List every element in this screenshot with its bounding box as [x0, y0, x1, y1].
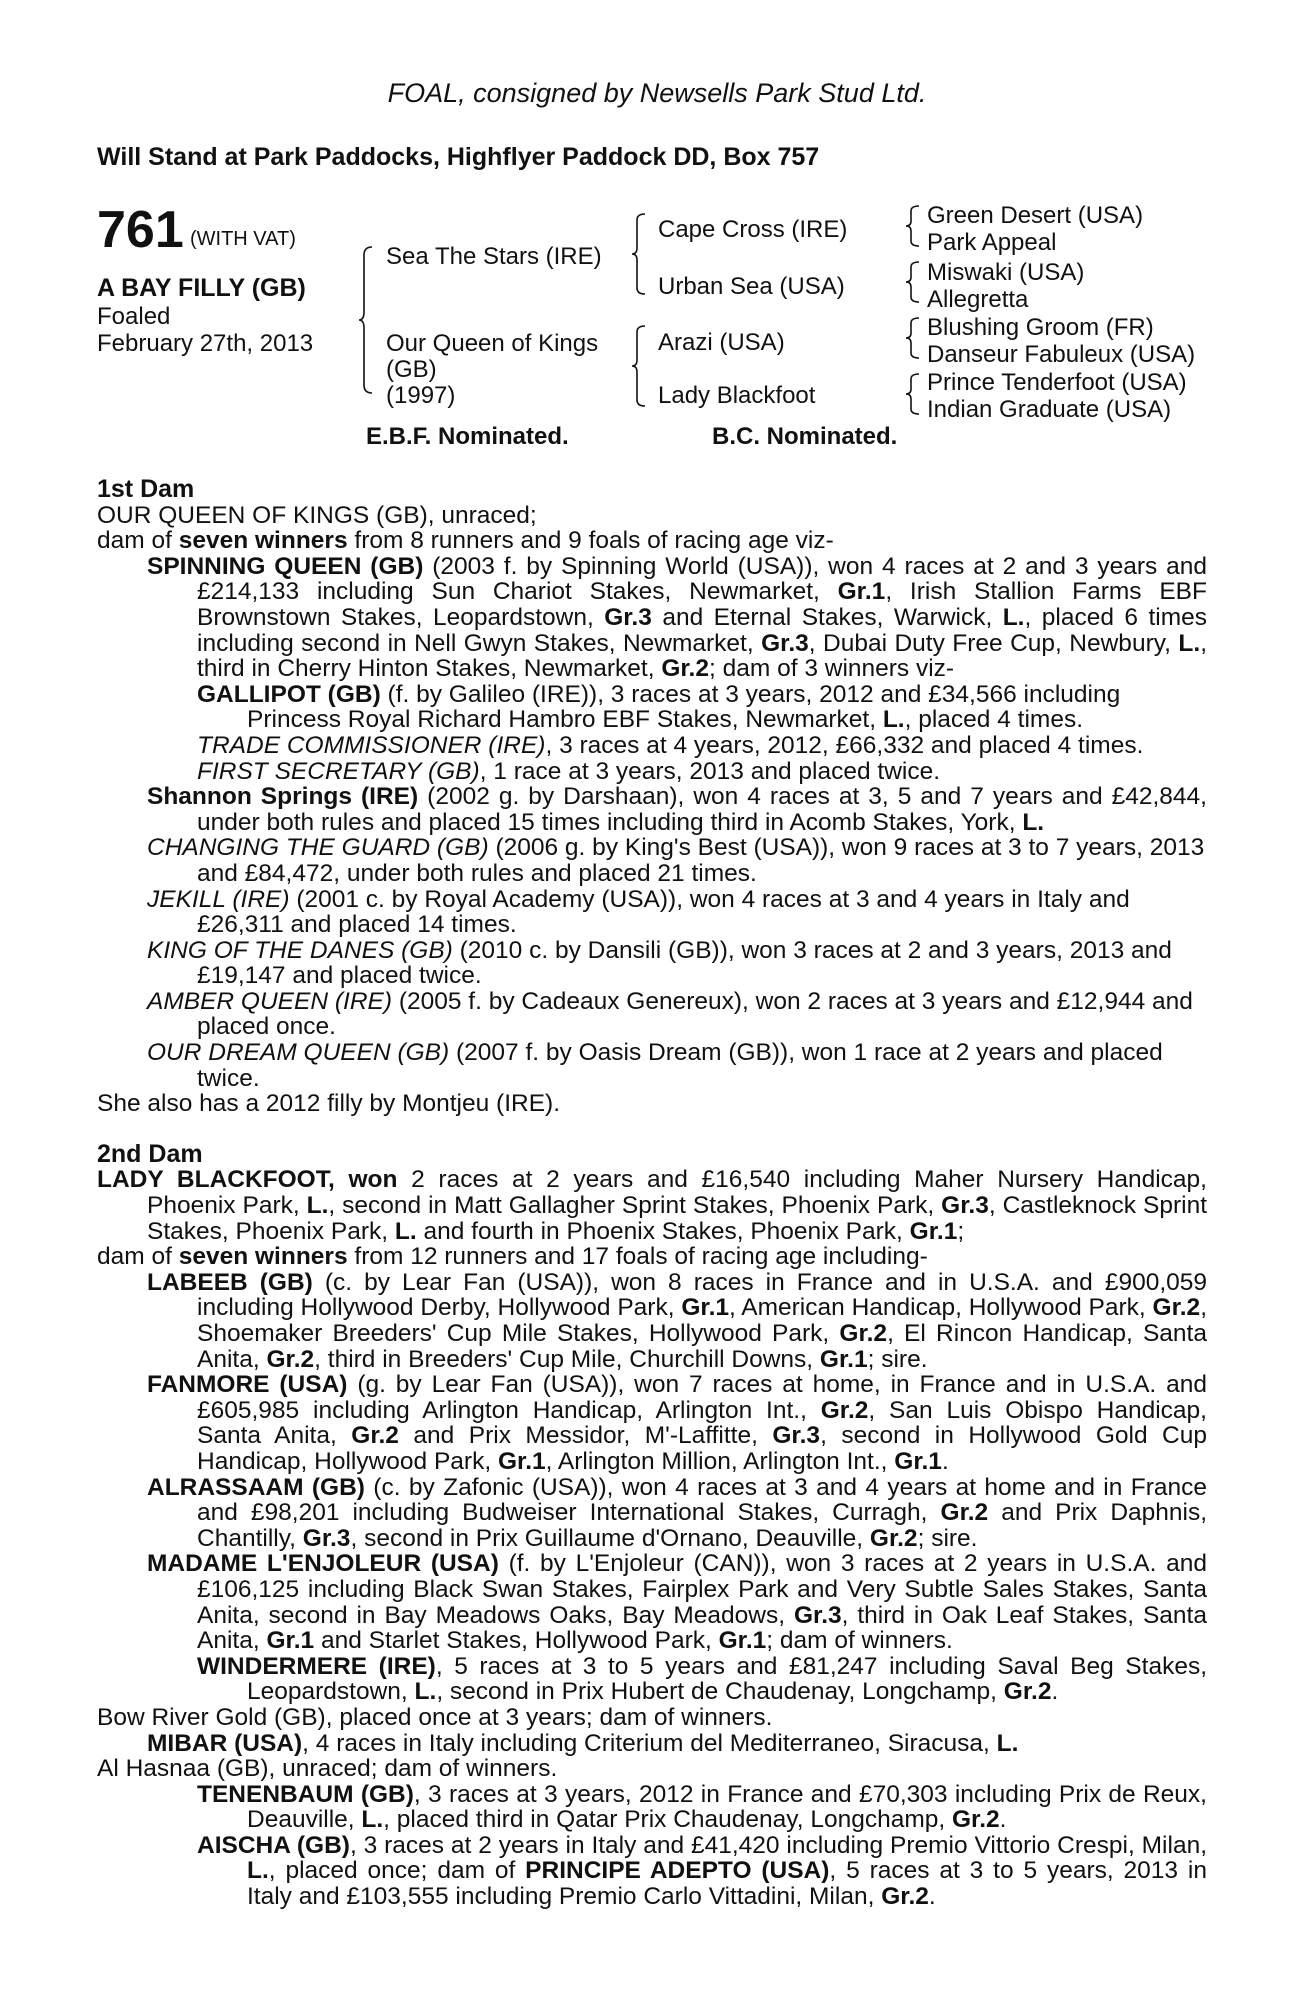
progeny-tenenbaum: TENENBAUM (GB), 3 races at 3 years, 2012 in France and £70,303 including Prix de Reux, Deauville, L., placed third in Qatar Prix Chaudenay, Longchamp, Gr.2.	[197, 1780, 1207, 1834]
progeny-first-secretary: FIRST SECRETARY (GB), 1 race at 3 years, 2013 and placed twice.	[197, 757, 941, 785]
pedigree-brace-dam	[631, 324, 647, 408]
foaled-label: Foaled	[97, 303, 171, 330]
pedigree-ddd: Indian Graduate (USA)	[927, 396, 1172, 423]
pedigree-brace-sire	[631, 212, 647, 296]
progeny-mibar: MIBAR (USA), 4 races in Italy including Criterium del Mediterraneo, Siracusa, L.	[147, 1729, 1019, 1757]
pedigree-brace-ds	[905, 316, 921, 360]
vat-note: (WITH VAT)	[190, 228, 296, 250]
consignor-line: FOAL, consigned by Newsells Park Stud Ltd.	[387, 78, 927, 108]
progeny-madame-lenjoleur: MADAME L'ENJOLEUR (USA) (f. by L'Enjoleur (CAN)), won 3 races at 2 years in U.S.A. and £106,125 including Black Swan Stakes, Fairplex Park and Very Subtle Sales Stakes, Santa Anita, second in Bay Meadows Oaks, Bay Meadows, Gr.3, third in Oak Leaf Stakes, Santa Anita, Gr.1 and Starlet Stakes, Hollywood Park, Gr.1; dam of winners.	[147, 1550, 1207, 1655]
ebf-nominated: E.B.F. Nominated.	[366, 423, 569, 450]
pedigree-sire-sire: Cape Cross (IRE)	[658, 216, 848, 243]
pedigree-sss: Green Desert (USA)	[927, 202, 1144, 229]
pedigree-sire-dam: Urban Sea (USA)	[658, 273, 845, 300]
progeny-fanmore: FANMORE (USA) (g. by Lear Fan (USA)), won 7 races at home, in France and in U.S.A. and £605,985 including Arlington Handicap, Arlington Int., Gr.2, San Luis Obispo Handicap, Santa Anita, Gr.2 and Prix Messidor, M'-Laffitte, Gr.3, second in Hollywood Gold Cup Handicap, Hollywood Park, Gr.1, Arlington Million, Arlington Int., Gr.1.	[147, 1371, 1208, 1475]
first-dam-also: She also has a 2012 filly by Montjeu (IRE).	[97, 1090, 561, 1118]
pedigree-dam-line1: Our Queen of Kings	[386, 330, 599, 357]
progeny-al-hasnaa: Al Hasnaa (GB), unraced; dam of winners.	[97, 1755, 558, 1783]
stand-location: Will Stand at Park Paddocks, Highflyer Paddock DD, Box 757	[97, 143, 820, 171]
progeny-trade-commissioner: TRADE COMMISSIONER (IRE), 3 races at 4 years, 2012, £66,332 and placed 4 times.	[197, 731, 1144, 759]
progeny-changing-the-guard: CHANGING THE GUARD (GB) (2006 g. by King's Best (USA)), won 9 races at 3 to 7 years, 2013 and £84,472, under both rules and placed 21 times.	[147, 834, 1205, 887]
pedigree-notes	[97, 477, 1207, 1910]
pedigree-dss: Blushing Groom (FR)	[927, 314, 1154, 341]
second-dam-heading: 2nd Dam	[97, 1139, 203, 1168]
progeny-aischa: AISCHA (GB), 3 races at 2 years in Italy and £41,420 including Premio Vittorio Crespi, Milan, L., placed once; dam of PRINCIPE ADEPTO (USA), 5 races at 3 to 5 years, 2013 in Italy and £103,555 including Premio Carlo Vittadini, Milan, Gr.2.	[197, 1831, 1207, 1911]
pedigree-sdd: Allegretta	[927, 286, 1029, 313]
pedigree-sire: Sea The Stars (IRE)	[386, 243, 602, 270]
second-dam-summary: dam of seven winners from 12 runners and 17 foals of racing age including-	[97, 1243, 928, 1271]
pedigree-dds: Prince Tenderfoot (USA)	[927, 369, 1187, 396]
pedigree-sds: Miswaki (USA)	[927, 259, 1085, 286]
first-dam-heading: 1st Dam	[97, 475, 195, 503]
bc-nominated: B.C. Nominated.	[712, 423, 898, 450]
progeny-windermere: WINDERMERE (IRE), 5 races at 3 to 5 years and £81,247 including Saval Beg Stakes, Leopardstown, L., second in Prix Hubert de Chaudenay, Longchamp, Gr.2.	[197, 1652, 1207, 1706]
pedigree-brace-sd	[905, 260, 921, 304]
pedigree-brace-dd	[905, 372, 921, 416]
first-dam-summary: dam of seven winners from 8 runners and 9 foals of racing age viz-	[97, 527, 834, 555]
pedigree-dam-sire: Arazi (USA)	[658, 329, 785, 356]
pedigree-dam-line3: (1997)	[386, 382, 456, 409]
horse-name: A BAY FILLY (GB)	[97, 274, 306, 302]
first-dam-line: OUR QUEEN OF KINGS (GB), unraced;	[97, 501, 537, 529]
pedigree-dam-dam: Lady Blackfoot	[658, 382, 816, 409]
progeny-bow-river-gold: Bow River Gold (GB), placed once at 3 years; dam of winners.	[97, 1703, 773, 1731]
pedigree-brace-gen1	[358, 245, 374, 395]
lot-number: 761	[97, 201, 184, 259]
progeny-gallipot: GALLIPOT (GB) (f. by Galileo (IRE)), 3 races at 3 years, 2012 and £34,566 including Princess Royal Richard Hambro EBF Stakes, Newmarket, L., placed 4 times.	[197, 680, 1121, 734]
second-dam-record: LADY BLACKFOOT, won 2 races at 2 years and £16,540 including Maher Nursery Handicap, Phoenix Park, L., second in Matt Gallagher Sprint Stakes, Phoenix Park, Gr.3, Castleknock Sprint Stakes, Phoenix Park, L. and fourth in Phoenix Stakes, Phoenix Park, Gr.1;	[97, 1166, 1207, 1245]
pedigree-dam-line2: (GB)	[386, 356, 437, 383]
progeny-alrassaam: ALRASSAAM (GB) (c. by Zafonic (USA)), won 4 races at 3 and 4 years at home and in France and £98,201 including Budweiser International Stakes, Curragh, Gr.2 and Prix Daphnis, Chantilly, Gr.3, second in Prix Guillaume d'Ornano, Deauville, Gr.2; sire.	[147, 1473, 1208, 1552]
foaled-date: February 27th, 2013	[97, 330, 314, 357]
pedigree-ssd: Park Appeal	[927, 229, 1057, 256]
progeny-jekill: JEKILL (IRE) (2001 c. by Royal Academy (USA)), won 4 races at 3 and 4 years in Italy and £26,311 and placed 14 times.	[147, 885, 1130, 939]
progeny-labeeb: LABEEB (GB) (c. by Lear Fan (USA)), won 8 races in France and in U.S.A. and £900,059 including Hollywood Derby, Hollywood Park, Gr.1, American Handicap, Hollywood Park, Gr.2, Shoemaker Breeders' Cup Mile Stakes, Hollywood Park, Gr.2, El Rincon Handicap, Santa Anita, Gr.2, third in Breeders' Cup Mile, Churchill Downs, Gr.1; sire.	[147, 1268, 1208, 1373]
progeny-spinning-queen: SPINNING QUEEN (GB) (2003 f. by Spinning World (USA)), won 4 races at 2 and 3 years and £214,133 including Sun Chariot Stakes, Newmarket, Gr.1, Irish Stallion Farms EBF Brownstown Stakes, Leopardstown, Gr.3 and Eternal Stakes, Warwick, L., placed 6 times including second in Nell Gwyn Stakes, Newmarket, Gr.3, Dubai Duty Free Cup, Newbury, L., third in Cherry Hinton Stakes, Newmarket, Gr.2; dam of 3 winners viz-	[147, 552, 1207, 683]
pedigree-brace-ss	[905, 204, 921, 248]
pedigree-dsd: Danseur Fabuleux (USA)	[927, 341, 1196, 368]
progeny-amber-queen: AMBER QUEEN (IRE) (2005 f. by Cadeaux Genereux), won 2 races at 3 years and £12,944 and placed once.	[147, 987, 1193, 1041]
progeny-king-of-the-danes: KING OF THE DANES (GB) (2010 c. by Dansili (GB)), won 3 races at 2 and 3 years, 2013 and £19,147 and placed twice.	[147, 936, 1172, 990]
progeny-our-dream-queen: OUR DREAM QUEEN (GB) (2007 f. by Oasis Dream (GB)), won 1 race at 2 years and placed twice.	[147, 1039, 1163, 1092]
progeny-shannon-springs: Shannon Springs (IRE) (2002 g. by Darshaan), won 4 races at 3, 5 and 7 years and £42,844, under both rules and placed 15 times including third in Acomb Stakes, York, L.	[147, 783, 1207, 836]
